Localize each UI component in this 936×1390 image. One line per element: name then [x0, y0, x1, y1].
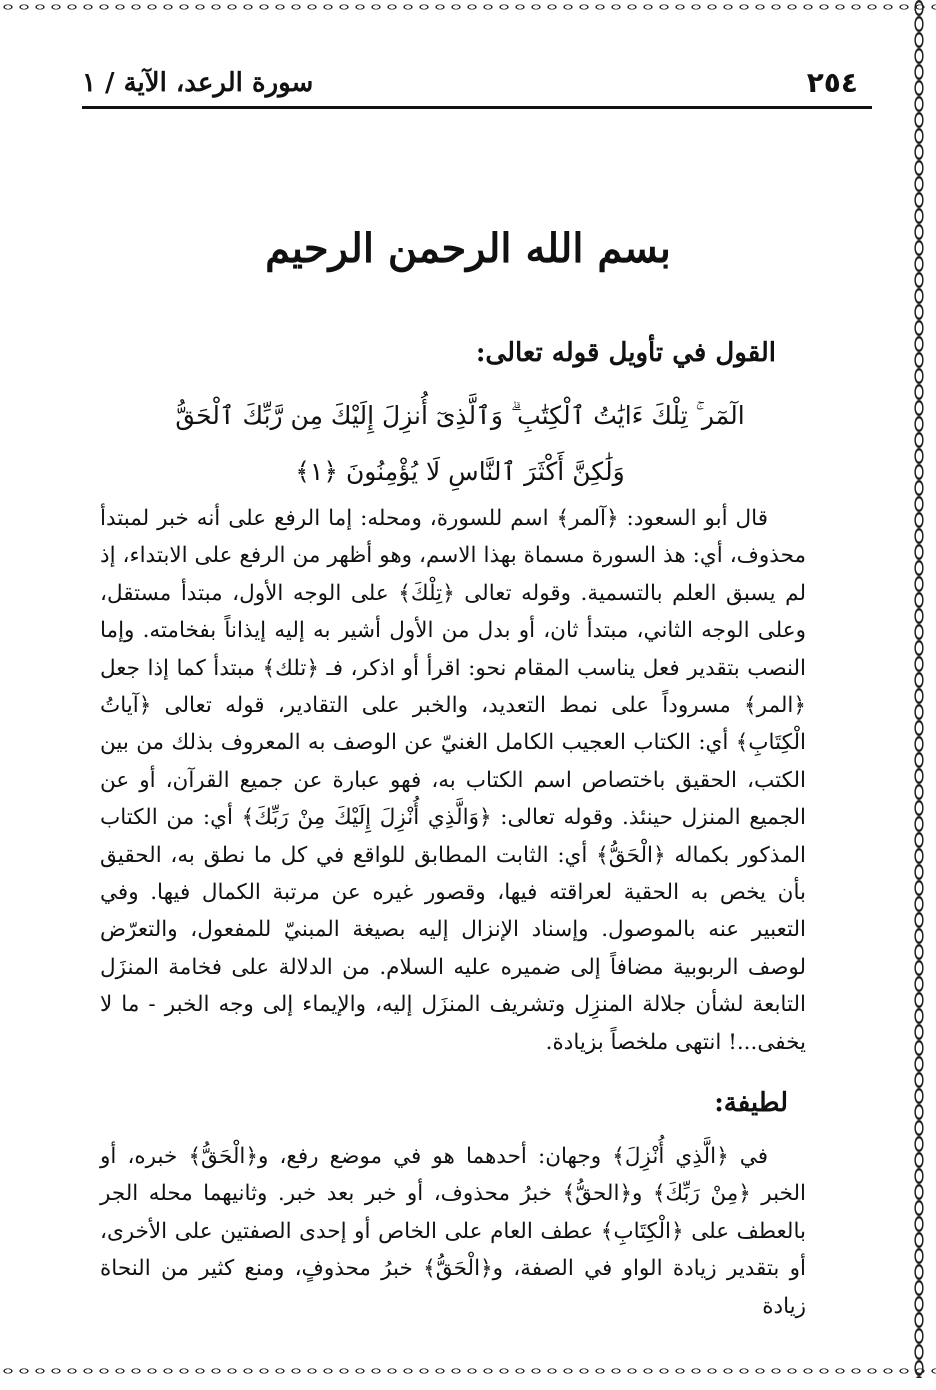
latifa-paragraph: في ﴿الَّذِي أُنْزِلَ﴾ وجهان: أحدهما هو في موضع رفع، و﴿الْحَقُّ﴾ خبره، أو الخبر ﴿مِنْ رَبِّكَ﴾ و﴿الحقُّ﴾ خبرُ محذوف، أو خبر بعد خبر. وثانيهما محله الجر بالعطف على ﴿الْكِتَابِ﴾ عطف العام على الخاص أو إحدى الصفتين على الأخرى، أو بتقدير زيادة الواو في الصفة، و﴿الْحَقُّ﴾ خبرُ محذوفٍ، ومنع كثير من النحاة زيادة [100, 1144, 806, 1319]
quran-verse: الٓمٓر ۚ تِلْكَ ءَايَٰتُ ٱلْكِتَٰبِ ۗ وَٱلَّذِىٓ أُنزِلَ إِلَيْكَ مِن رَّبِّكَ ٱلْحَقُّ وَلَٰكِنَّ أَكْثَرَ ٱلنَّاسِ لَا يُؤْمِنُونَ ﴿١﴾ [175, 401, 745, 486]
decorative-border-right [912, 0, 926, 1378]
commentary-body [100, 500, 806, 1061]
subheading-latifa: لطيفة: [714, 1088, 788, 1118]
page-header [82, 62, 872, 109]
latifa-body [100, 1138, 806, 1325]
page-number: ٢٥٤ [806, 66, 858, 99]
decorative-border-bottom [0, 1364, 936, 1378]
basmala-heading: بسم الله الرحمن الرحيم [265, 225, 671, 272]
decorative-border-top [0, 0, 936, 14]
running-title: سورة الرعد، الآية / ١ [82, 68, 314, 98]
commentary-paragraph: قال أبو السعود: ﴿آلمر﴾ اسم للسورة، ومحله: إما الرفع على أنه خبر لمبتدأ محذوف، أي: هذ السورة مسماة بهذا الاسم، وهو أظهر من الرفع على الابتداء، إذ لم يسبق العلم بالتسمية. وقوله تعالى ﴿تِلْكَ﴾ على الوجه الأول، مبتدأ مستقل، وعلى الوجه الثاني، مبتدأ ثان، أو بدل من الأول أشير به إليه إيذاناً بفخامته. وإما النصب بتقدير فعل يناسب المقام نحو: اقرأ أو اذكر، فـ ﴿تلك﴾ مبتدأ كما إذا جعل ﴿المر﴾ مسروداً على نمط التعديد، والخبر على التقادير، قوله تعالى ﴿آياتُ الْكِتَابِ﴾ أي: الكتاب العجيب الكامل الغنيّ عن الوصف به المعروف بذلك من بين الكتب، الحقيق باختصاص اسم الكتاب به، فهو عبارة عن جميع القرآن، أو عن الجميع المنزل حينئذ. وقوله تعالى: ﴿وَالَّذِي أُنْزِلَ إِلَيْكَ مِنْ رَبِّكَ﴾ أي: من الكتاب المذكور بكماله ﴿الْحَقُّ﴾ أي: الثابت المطابق للواقع في كل ما نطق به، الحقيق بأن يخص به الحقية لعراقته فيها، وقصور غيره عن مرتبة الكمال فيها. وفي التعبير عنه بالموصول. وإسناد الإنزال إليه بصيغة المبنيّ للمفعول، والتعرّض لوصف الربوبية مضافاً إلى ضميره عليه السلام. من الدلالة على فخامة المنزَل التابعة لشأن جلالة المنزِل وتشريف المنزَل إليه، والإيماء إلى وجه الخبر - ما لا يخفى...! انتهى ملخصاً بزيادة. [100, 506, 806, 1055]
section-heading: القول في تأويل قوله تعالى: [475, 338, 776, 368]
